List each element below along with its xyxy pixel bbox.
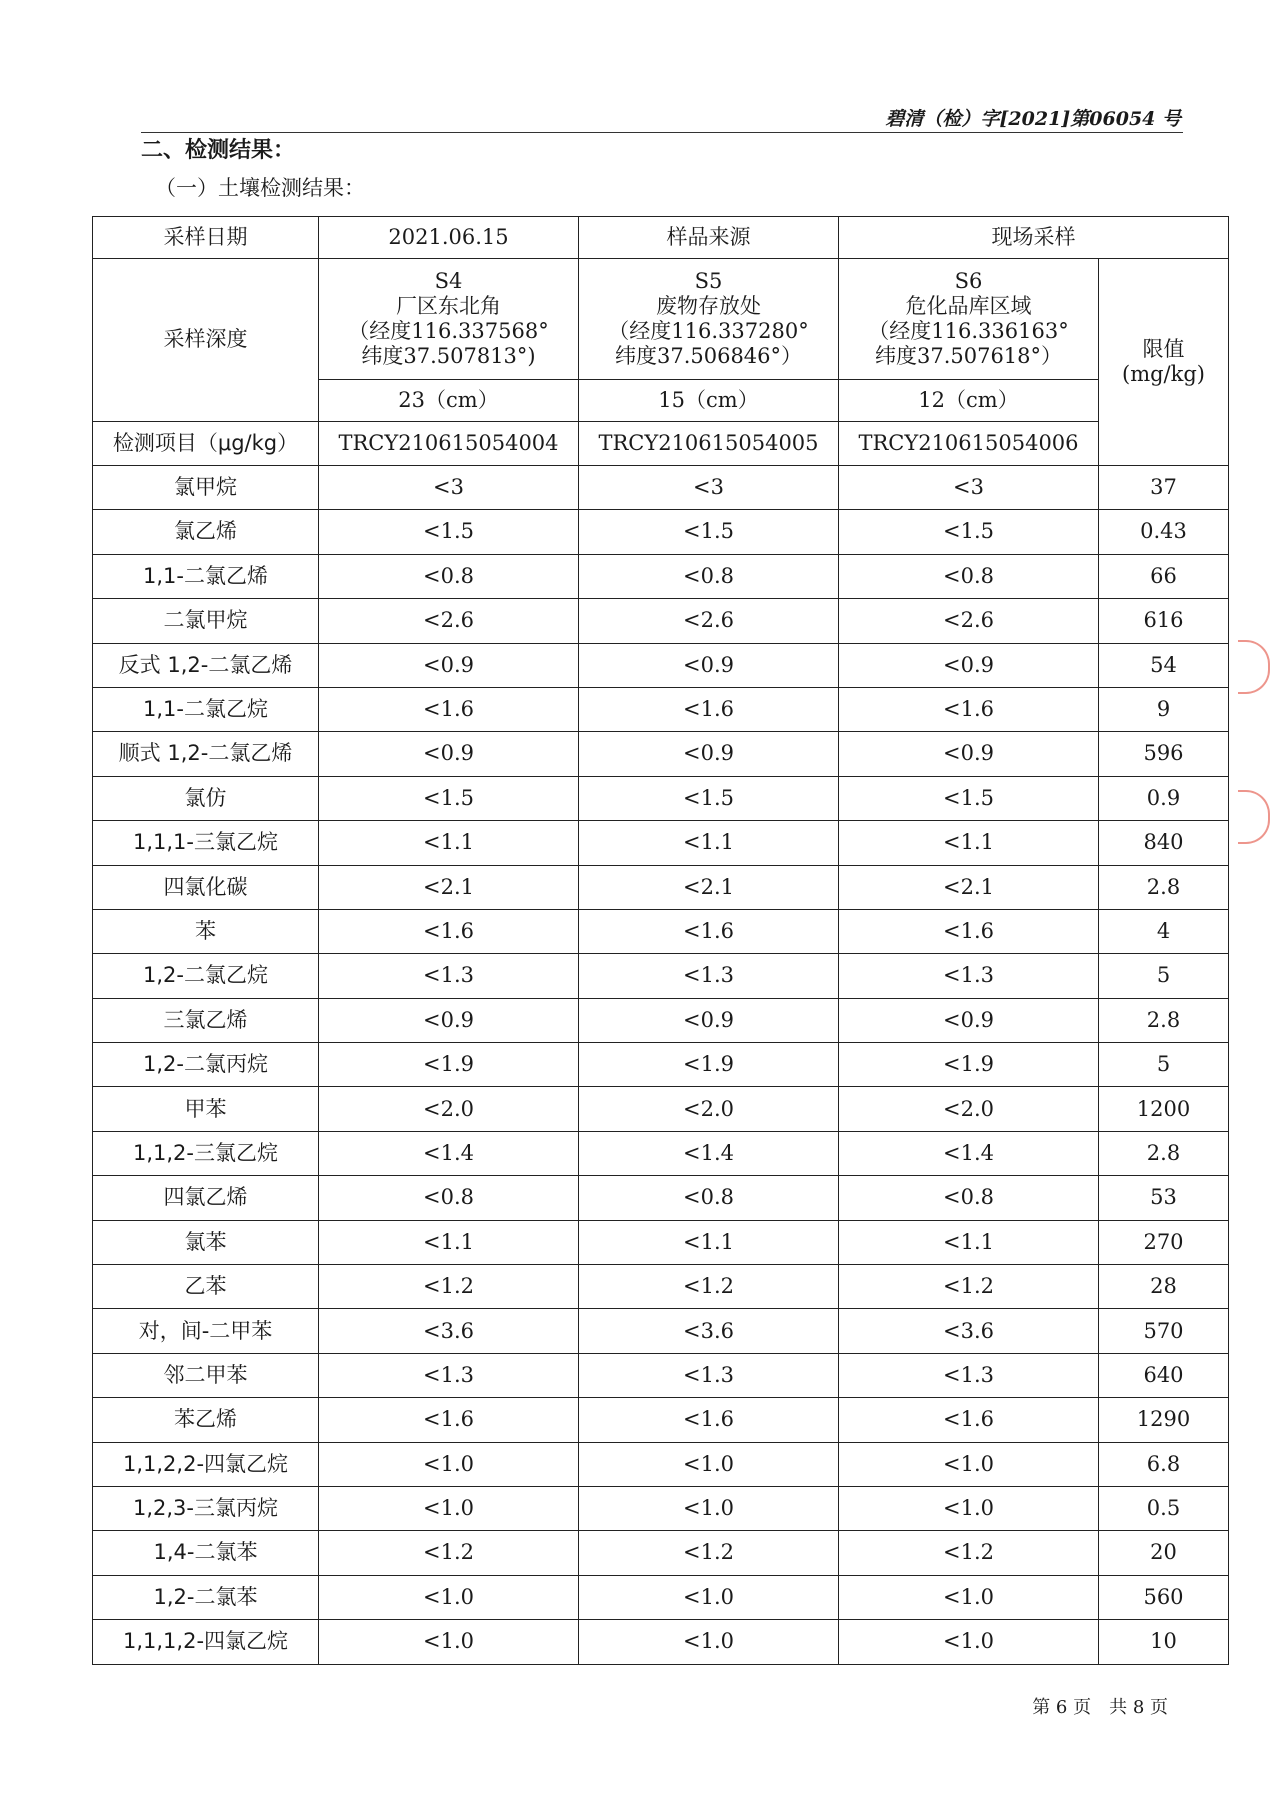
table-row [93,821,1229,865]
limit-label: 限值 [1142,336,1185,361]
compound-name: 氯仿 [93,776,319,820]
result-s5: <1.0 [579,1442,839,1486]
result-s6: <3.6 [839,1309,1099,1353]
sample-code: TRCY210615054006 [839,422,1099,466]
table-row [93,554,1229,598]
limit-value: 10 [1099,1620,1229,1664]
sampling-date-label: 采样日期 [93,217,319,259]
sample-latitude: 纬度37.506846°） [614,344,803,369]
result-s5: <2.1 [579,865,839,909]
sample-depth: 12（cm） [839,380,1099,422]
compound-name: 1,1,1,2-四氯乙烷 [93,1620,319,1664]
result-s6: <0.9 [839,643,1099,687]
result-s4: <2.0 [319,1087,579,1131]
compound-name: 氯苯 [93,1220,319,1264]
sample-latitude: 纬度37.507813°) [361,344,536,369]
result-s4: <1.0 [319,1575,579,1619]
limit-value: 2.8 [1099,1131,1229,1175]
limit-value: 570 [1099,1309,1229,1353]
page-number: 第 6 页 共 8 页 [1032,1697,1168,1718]
result-s5: <2.0 [579,1087,839,1131]
table-row [93,1442,1229,1486]
table-row [93,1087,1229,1131]
result-s5: <1.9 [579,1043,839,1087]
compound-name: 1,1,1-三氯乙烷 [93,821,319,865]
limit-value: 2.8 [1099,865,1229,909]
sampling-date-row [93,217,1229,259]
sample-id: S5 [694,268,723,293]
limit-value: 28 [1099,1265,1229,1309]
result-s4: <0.9 [319,998,579,1042]
result-s4: <1.5 [319,776,579,820]
limit-header [1099,259,1229,466]
sample-latitude: 纬度37.507618°） [874,344,1063,369]
report-code: 碧清（检）字[2021]第06054 号 [885,108,1181,130]
result-s6: <0.9 [839,998,1099,1042]
result-s4: <1.6 [319,687,579,731]
compound-name: 二氯甲烷 [93,599,319,643]
result-s5: <1.1 [579,821,839,865]
result-s5: <0.9 [579,643,839,687]
result-s4: <2.1 [319,865,579,909]
limit-value: 840 [1099,821,1229,865]
result-s6: <1.3 [839,954,1099,998]
limit-value: 5 [1099,1043,1229,1087]
table-row [93,1131,1229,1175]
compound-name: 1,1-二氯乙烷 [93,687,319,731]
sample-place: 废物存放处 [656,293,761,318]
table-row [93,643,1229,687]
result-s4: <1.6 [319,1398,579,1442]
compound-name: 1,2-二氯乙烷 [93,954,319,998]
result-s6: <1.0 [839,1575,1099,1619]
limit-value: 1200 [1099,1087,1229,1131]
compound-name: 1,2-二氯苯 [93,1575,319,1619]
table-row [93,998,1229,1042]
table-row [93,909,1229,953]
table-row [93,1353,1229,1397]
result-s6: <1.4 [839,1131,1099,1175]
table-row [93,1043,1229,1087]
result-s4: <2.6 [319,599,579,643]
result-s6: <1.5 [839,510,1099,554]
result-s6: <2.6 [839,599,1099,643]
compound-name: 苯 [93,909,319,953]
result-s6: <1.1 [839,1220,1099,1264]
result-s4: <1.3 [319,1353,579,1397]
result-s4: <1.1 [319,821,579,865]
seal-stamp-fragment [1238,790,1270,844]
result-s4: <1.1 [319,1220,579,1264]
compound-name: 四氯乙烯 [93,1176,319,1220]
result-s4: <1.6 [319,909,579,953]
compound-name: 甲苯 [93,1087,319,1131]
result-s6: <1.0 [839,1442,1099,1486]
header-divider [141,132,1183,133]
result-s5: <1.2 [579,1265,839,1309]
table-row [93,510,1229,554]
limit-value: 9 [1099,687,1229,731]
compound-name: 邻二甲苯 [93,1353,319,1397]
sample-longitude: （经度116.336163° [868,319,1069,343]
table-row [93,687,1229,731]
table-row [93,1486,1229,1530]
result-s5: <1.6 [579,687,839,731]
sample-id: S6 [954,268,983,293]
result-s5: <1.5 [579,776,839,820]
compound-name: 1,4-二氯苯 [93,1531,319,1575]
result-s6: <0.8 [839,1176,1099,1220]
sampling-depth-label: 采样深度 [93,259,319,422]
limit-value: 20 [1099,1531,1229,1575]
result-s5: <1.6 [579,1398,839,1442]
result-s4: <3.6 [319,1309,579,1353]
table-row [93,1531,1229,1575]
limit-value: 5 [1099,954,1229,998]
result-s4: <0.9 [319,643,579,687]
limit-value: 0.43 [1099,510,1229,554]
result-s6: <3 [839,466,1099,510]
table-row [93,1620,1229,1664]
result-s4: <1.3 [319,954,579,998]
compound-name: 反式 1,2-二氯乙烯 [93,643,319,687]
limit-value: 270 [1099,1220,1229,1264]
limit-value: 1290 [1099,1398,1229,1442]
table-row [93,1176,1229,1220]
result-s5: <0.8 [579,554,839,598]
table-row [93,1220,1229,1264]
section-title: 二、检测结果： [141,137,296,163]
limit-value: 37 [1099,466,1229,510]
result-s5: <1.2 [579,1531,839,1575]
result-s6: <1.5 [839,776,1099,820]
limit-unit: (mg/kg) [1122,362,1205,386]
compound-name: 顺式 1,2-二氯乙烯 [93,732,319,776]
result-s6: <2.0 [839,1087,1099,1131]
table-row [93,776,1229,820]
result-s6: <2.1 [839,865,1099,909]
sample-depth: 15（cm） [579,380,839,422]
sample-location-s5 [579,259,839,380]
result-s5: <3.6 [579,1309,839,1353]
compound-name: 1,1,2-三氯乙烷 [93,1131,319,1175]
result-s6: <1.6 [839,1398,1099,1442]
sample-source-label: 样品来源 [579,217,839,259]
table-row [93,1309,1229,1353]
limit-value: 596 [1099,732,1229,776]
limit-value: 0.5 [1099,1486,1229,1530]
sample-location-s6 [839,259,1099,380]
result-s6: <0.8 [839,554,1099,598]
result-s5: <0.9 [579,998,839,1042]
result-s5: <1.0 [579,1486,839,1530]
sample-source-value: 现场采样 [839,217,1229,259]
result-s5: <1.4 [579,1131,839,1175]
soil-results-table [92,216,1229,1665]
limit-value: 54 [1099,643,1229,687]
compound-name: 1,2,3-三氯丙烷 [93,1486,319,1530]
result-s5: <3 [579,466,839,510]
table-row [93,732,1229,776]
limit-value: 560 [1099,1575,1229,1619]
compound-name: 氯甲烷 [93,466,319,510]
result-s5: <1.0 [579,1575,839,1619]
table-row [93,599,1229,643]
compound-name: 乙苯 [93,1265,319,1309]
result-s5: <2.6 [579,599,839,643]
result-s4: <1.2 [319,1265,579,1309]
limit-value: 4 [1099,909,1229,953]
table-row [93,865,1229,909]
result-s5: <1.6 [579,909,839,953]
result-s4: <0.8 [319,1176,579,1220]
limit-value: 66 [1099,554,1229,598]
result-s4: <1.4 [319,1131,579,1175]
result-s5: <1.1 [579,1220,839,1264]
result-s6: <1.2 [839,1531,1099,1575]
result-s6: <1.9 [839,1043,1099,1087]
result-s6: <1.1 [839,821,1099,865]
limit-value: 6.8 [1099,1442,1229,1486]
compound-name: 对，间-二甲苯 [93,1309,319,1353]
sample-id: S4 [434,268,463,293]
limit-value: 640 [1099,1353,1229,1397]
sample-longitude: （经度116.337280° [608,319,809,343]
sample-code: TRCY210615054005 [579,422,839,466]
result-s5: <0.9 [579,732,839,776]
result-s4: <1.9 [319,1043,579,1087]
result-s4: <1.5 [319,510,579,554]
compound-name: 氯乙烯 [93,510,319,554]
compound-name: 苯乙烯 [93,1398,319,1442]
result-s6: <1.3 [839,1353,1099,1397]
sampling-date-value: 2021.06.15 [319,217,579,259]
sample-code: TRCY210615054004 [319,422,579,466]
seal-stamp-fragment [1238,640,1270,694]
result-s5: <1.0 [579,1620,839,1664]
compound-name: 三氯乙烯 [93,998,319,1042]
compound-name: 1,2-二氯丙烷 [93,1043,319,1087]
sample-depth: 23（cm） [319,380,579,422]
result-s5: <0.8 [579,1176,839,1220]
sample-code-row [93,422,1229,466]
result-s5: <1.3 [579,954,839,998]
sample-place: 厂区东北角 [396,293,501,318]
table-row [93,954,1229,998]
result-s6: <1.6 [839,909,1099,953]
compound-name: 1,1-二氯乙烯 [93,554,319,598]
table-row [93,1575,1229,1619]
result-s6: <1.2 [839,1265,1099,1309]
result-s6: <1.6 [839,687,1099,731]
test-item-label: 检测项目（μg/kg） [93,422,319,466]
result-s4: <1.0 [319,1442,579,1486]
compound-name: 1,1,2,2-四氯乙烷 [93,1442,319,1486]
table-row [93,466,1229,510]
limit-value: 2.8 [1099,998,1229,1042]
sample-place: 危化品库区域 [905,293,1032,318]
result-s5: <1.3 [579,1353,839,1397]
result-s4: <0.9 [319,732,579,776]
result-s6: <1.0 [839,1620,1099,1664]
limit-value: 53 [1099,1176,1229,1220]
result-s5: <1.5 [579,510,839,554]
result-s4: <0.8 [319,554,579,598]
table-row [93,1265,1229,1309]
sub-title: （一）土壤检测结果： [155,176,365,200]
result-s4: <1.0 [319,1620,579,1664]
result-s6: <1.0 [839,1486,1099,1530]
sample-longitude: （经度116.337568° [348,319,549,343]
result-s6: <0.9 [839,732,1099,776]
result-s4: <1.0 [319,1486,579,1530]
limit-value: 0.9 [1099,776,1229,820]
result-s4: <1.2 [319,1531,579,1575]
result-s4: <3 [319,466,579,510]
sample-location-s4 [319,259,579,380]
compound-name: 四氯化碳 [93,865,319,909]
limit-value: 616 [1099,599,1229,643]
table-row [93,1398,1229,1442]
sample-location-row [93,259,1229,380]
